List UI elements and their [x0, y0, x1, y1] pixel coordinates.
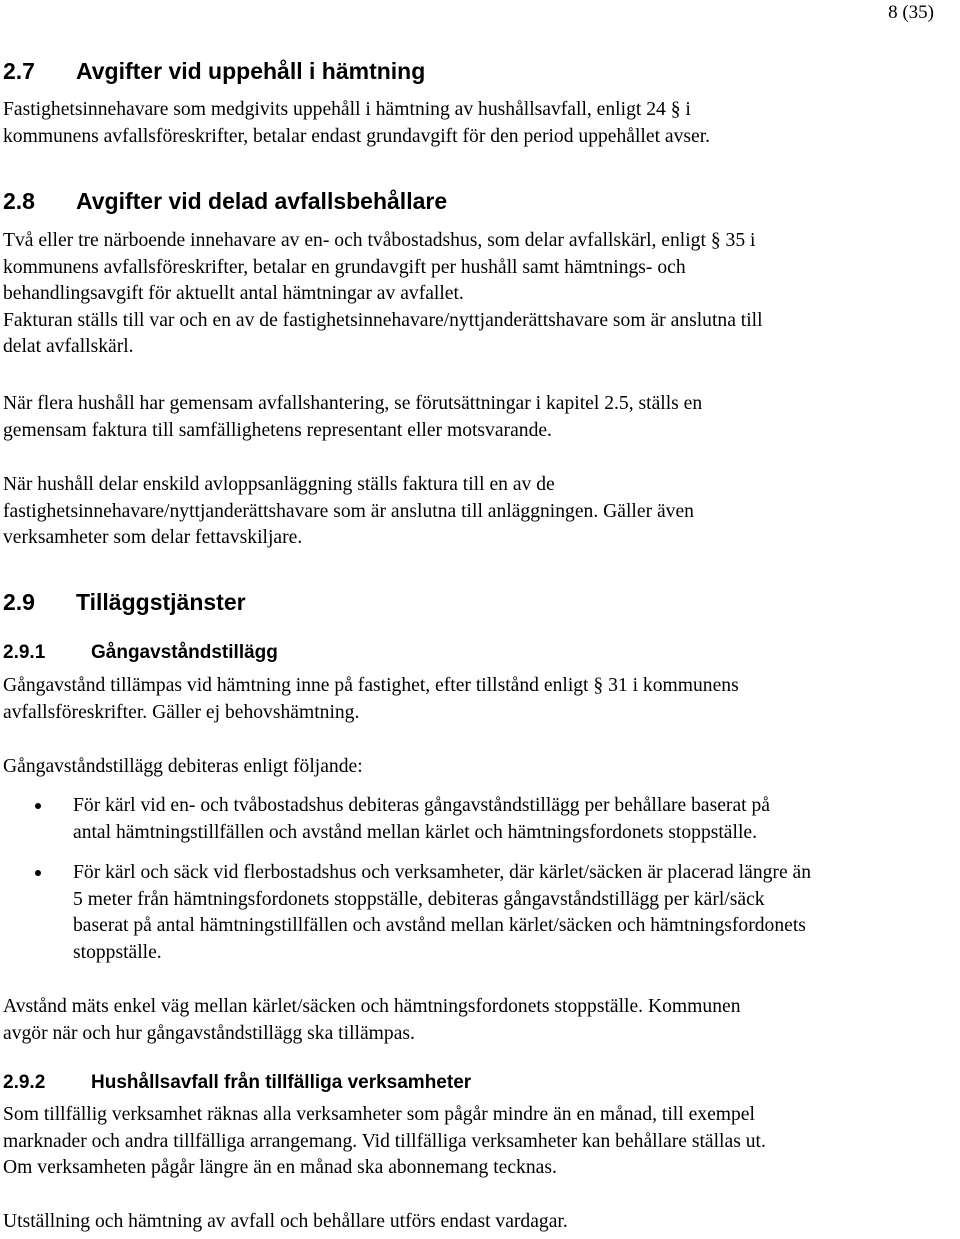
bullet-dot	[35, 870, 41, 876]
bullet-dot	[35, 803, 41, 809]
text-line: verksamheter som delar fettavskiljare.	[3, 527, 303, 548]
section-title: Hushållsavfall från tillfälliga verksamheter	[91, 1072, 472, 1093]
text-line: delat avfallskärl.	[3, 336, 134, 357]
text-line: Avstånd mäts enkel väg mellan kärlet/säcken och hämtningsfordonets stoppställe. Kommunen	[3, 996, 741, 1017]
paragraph-2-9-1-2	[3, 754, 958, 781]
text-line: Gångavståndstillägg debiteras enligt följande:	[3, 756, 363, 777]
text-line: baserat på antal hämtningstillfällen och avstånd mellan kärlet/säcken och hämtningsfordonets	[73, 915, 806, 936]
text-line: behandlingsavgift för aktuellt antal hämtningar av avfallet.	[3, 283, 464, 304]
heading-2-9-1	[3, 642, 278, 664]
bullet-item	[3, 793, 958, 846]
section-title: Tilläggstjänster	[76, 589, 246, 615]
text-line: stoppställe.	[73, 941, 162, 963]
paragraph-2-9-1-3	[3, 994, 958, 1047]
text-line: marknader och andra tillfälliga arrangemang. Vid tillfälliga verksamheter kan behållare ställas ut.	[3, 1130, 766, 1152]
paragraph-2-8-2	[3, 391, 958, 444]
heading-2-7	[3, 58, 425, 85]
text-line: avfallsföreskrifter. Gäller ej behovshämtning.	[3, 701, 360, 723]
text-line: Om verksamheten pågår längre än en månad ska abonnemang tecknas.	[3, 1157, 557, 1178]
text-line: avgör när och hur gångavståndstillägg ska tillämpas.	[3, 1022, 415, 1044]
text-line: antal hämtningstillfällen och avstånd mellan kärlet och hämtningsfordonets stoppställe.	[73, 821, 757, 843]
paragraph-2-9-2-1	[3, 1102, 958, 1182]
text-line: Fastighetsinnehavare som medgivits uppehåll i hämtning av hushållsavfall, enligt 24 § i	[3, 99, 691, 120]
section-number: 2.7	[3, 58, 35, 84]
paragraph-2-7	[3, 97, 958, 150]
text-line: kommunens avfallsföreskrifter, betalar en grundavgift per hushåll samt hämtnings- och	[3, 256, 686, 278]
text-line: gemensam faktura till samfällighetens representant eller motsvarande.	[3, 419, 552, 441]
page-number: 8 (35)	[888, 2, 934, 23]
paragraph-2-8-3	[3, 472, 958, 552]
text-line: kommunens avfallsföreskrifter, betalar endast grundavgift för den period uppehållet avser.	[3, 125, 711, 147]
heading-2-9	[3, 589, 246, 616]
bullet-item	[3, 860, 958, 966]
section-title: Avgifter vid uppehåll i hämtning	[76, 58, 426, 84]
section-title: Avgifter vid delad avfallsbehållare	[76, 188, 448, 214]
paragraph-2-9-2-2	[3, 1209, 958, 1236]
heading-2-8	[3, 188, 447, 215]
text-line: fastighetsinnehavare/nyttjanderättshavare som är anslutna till anläggningen. Gäller även	[3, 500, 694, 522]
heading-2-9-2	[3, 1072, 471, 1094]
paragraph-2-8-1	[3, 228, 958, 361]
text-line: 5 meter från hämtningsfordonets stoppställe, debiteras gångavståndstillägg per kärl/säck	[73, 888, 765, 910]
text-line: Fakturan ställs till var och en av de fastighetsinnehavare/nyttjanderättshavare som är anslutna till	[3, 309, 763, 331]
paragraph-2-9-1-1	[3, 673, 958, 726]
text-line: Som tillfällig verksamhet räknas alla verksamheter som pågår mindre än en månad, till exempel	[3, 1104, 755, 1125]
text-line: För kärl vid en- och tvåbostadshus debiteras gångavståndstillägg per behållare baserat på	[73, 795, 770, 816]
text-line: Två eller tre närboende innehavare av en- och tvåbostadshus, som delar avfallskärl, enligt § 35 i	[3, 230, 756, 251]
text-line: När flera hushåll har gemensam avfallshantering, se förutsättningar i kapitel 2.5, ställs en	[3, 393, 703, 414]
section-number: 2.9	[3, 589, 35, 615]
section-number: 2.9.1	[3, 642, 46, 663]
section-title: Gångavståndstillägg	[91, 642, 278, 663]
text-line: Gångavstånd tillämpas vid hämtning inne på fastighet, efter tillstånd enligt § 31 i kommunens	[3, 675, 739, 696]
text-line: När hushåll delar enskild avloppsanläggning ställs faktura till en av de	[3, 474, 555, 495]
section-number: 2.8	[3, 188, 35, 214]
text-line: För kärl och säck vid flerbostadshus och verksamheter, där kärlet/säcken är placerad längre än	[73, 862, 812, 883]
text-line: Utställning och hämtning av avfall och behållare utförs endast vardagar.	[3, 1211, 568, 1232]
section-number: 2.9.2	[3, 1072, 46, 1093]
